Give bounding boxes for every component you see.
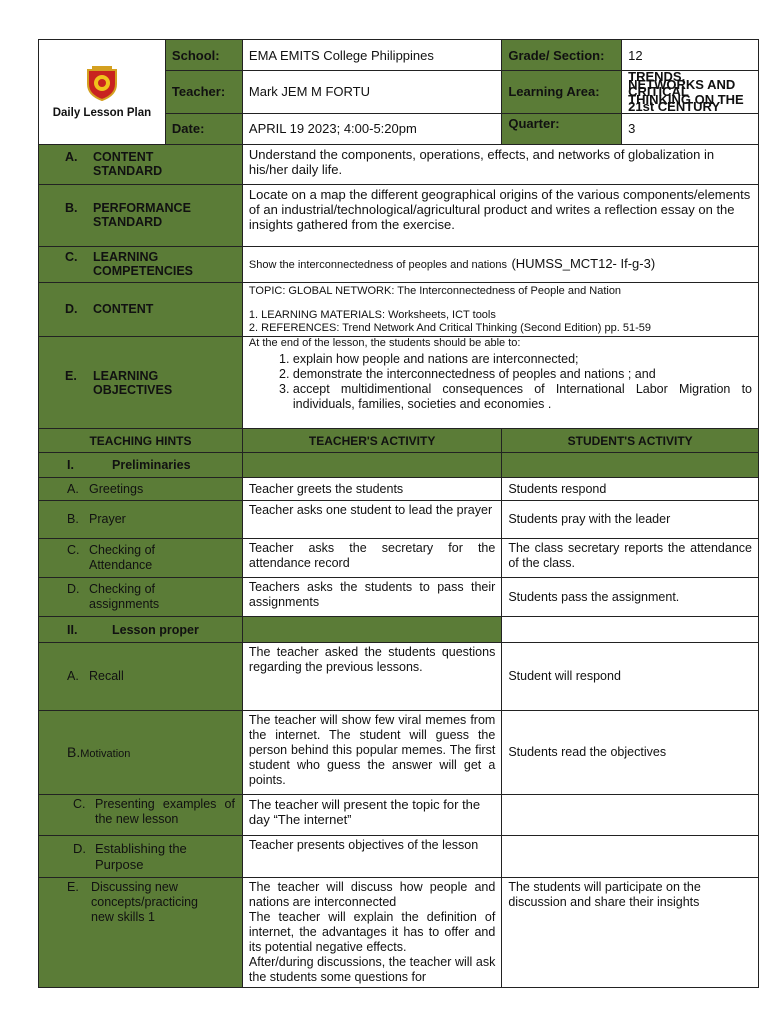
- content-topic: TOPIC: GLOBAL NETWORK: The Interconnectedness of People and Nation: [248, 284, 622, 297]
- content-standard-text: Understand the components, operations, effects, and networks of globalization in his/her daily life.: [242, 144, 758, 184]
- grade-value: 12: [622, 40, 759, 71]
- date-value: APRIL 19 2023; 4:00-5:20pm: [242, 113, 501, 144]
- hint-discussing-concepts: Discussing new concepts/practicing new skills 1: [91, 880, 199, 924]
- preliminaries-label: I. Preliminaries: [39, 453, 243, 478]
- teacher-label: Teacher:: [165, 71, 242, 114]
- grade-label: Grade/ Section:: [502, 40, 622, 71]
- lesson-proper-teacher-cell: [242, 617, 501, 643]
- quarter-label: Quarter:: [502, 113, 622, 144]
- teaching-hints-header: TEACHING HINTS: [39, 429, 243, 453]
- teacher-value: Mark JEM M FORTU: [242, 71, 501, 114]
- lesson-proper-student-cell: [502, 617, 759, 643]
- learning-objectives-label: E. LEARNING OBJECTIVES: [39, 337, 243, 429]
- content-label: D. CONTENT: [39, 282, 243, 337]
- table-row: E. Discussing new concepts/practicing new skills 1 The teacher will discuss how people and nations are interconnected The teacher will explain the definition of internet, the advantages it has to offer and its potential negative effects. After/during discussions, the teacher will ask the students some questions for The students will participate on the discussion and share their insights: [39, 878, 759, 988]
- preliminaries-student-cell: [502, 453, 759, 478]
- school-logo-icon: [82, 64, 122, 102]
- hint-prayer: Prayer: [89, 512, 126, 526]
- hint-recall: Recall: [89, 669, 124, 683]
- table-row: D. Checking of assignments Teachers asks the students to pass their assignments Students pass the assignment.: [39, 578, 759, 617]
- table-row: A. Greetings Teacher greets the students Students respond: [39, 478, 759, 501]
- learning-competencies-label: C. LEARNING COMPETENCIES: [39, 246, 243, 282]
- objectives-list: [249, 352, 752, 412]
- objective-item: 3. accept multidimentional consequences of International Labor Migration to individuals, families, societies and economies .: [293, 382, 752, 412]
- hint-motivation: Motivation: [80, 747, 131, 760]
- lesson-plan-table: [38, 39, 759, 988]
- performance-standard-label: B. PERFORMANCE STANDARD: [39, 184, 243, 246]
- school-label: School:: [165, 40, 242, 71]
- content-materials: 1. LEARNING MATERIALS: Worksheets, ICT tools: [248, 309, 496, 321]
- objective-item: 1. explain how people and nations are interconnected;: [293, 352, 752, 367]
- learning-objectives-cell: [242, 337, 758, 429]
- quarter-value: 3: [622, 113, 759, 144]
- table-row: B. Prayer Teacher asks one student to lead the prayer Students pray with the leader: [39, 501, 759, 539]
- lesson-proper-label: II. Lesson proper: [39, 617, 243, 643]
- table-row: C. Presenting examples of the new lesson The teacher will present the topic for the day “The internet”: [39, 795, 759, 836]
- school-value: EMA EMITS College Philippines: [242, 40, 501, 71]
- content-references: 2. REFERENCES: Trend Network And Critical Thinking (Second Edition) pp. 51-59: [248, 321, 651, 334]
- date-label: Date:: [165, 113, 242, 144]
- hint-presenting-examples: Presenting examples of the new lesson: [95, 797, 235, 826]
- table-row: C. Checking of Attendance Teacher asks the secretary for the attendance record The class secretary reports the attendance of the class.: [39, 539, 759, 578]
- student-activity-header: STUDENT'S ACTIVITY: [502, 429, 759, 453]
- performance-standard-text: Locate on a map the different geographical origins of the various components/elements of an industrial/technological/agricultural product and writes a reflection essay on the insights gathered from the exercise.: [242, 184, 758, 246]
- daily-lesson-plan-label: Daily Lesson Plan: [52, 107, 152, 120]
- preliminaries-teacher-cell: [242, 453, 501, 478]
- objectives-intro: At the end of the lesson, the students should be able to:: [248, 337, 521, 349]
- learning-competencies-text: Show the interconnectedness of peoples and nations: [248, 259, 507, 271]
- table-row: D. Establishing the Purpose Teacher presents objectives of the lesson: [39, 836, 759, 878]
- learning-area-value: TRENDS, NETWORKS AND CRITICAL THINKING ON THE 21st CENTURY: [622, 71, 759, 114]
- learning-competencies-cell: [242, 246, 758, 282]
- table-row: B.Motivation The teacher will show few viral memes from the internet. The student will guess the person behind this popular memes. The first student who guess the answer will get a points. Students read the objectives: [39, 711, 759, 795]
- objective-item: 2. demonstrate the interconnectedness of peoples and nations ; and: [293, 367, 752, 382]
- hint-assignments: Checking of assignments: [89, 582, 160, 611]
- teacher-activity-header: TEACHER'S ACTIVITY: [242, 429, 501, 453]
- logo-cell: [39, 40, 166, 145]
- content-cell: [242, 282, 758, 337]
- content-standard-label: A. CONTENT STANDARD: [39, 144, 243, 184]
- hint-greetings: Greetings: [89, 481, 144, 496]
- competency-code: (HUMSS_MCT12- If-g-3): [511, 256, 656, 271]
- hint-attendance: Checking of Attendance: [89, 543, 156, 572]
- table-row: A. Recall The teacher asked the students questions regarding the previous lessons. Student will respond: [39, 643, 759, 711]
- learning-area-label: Learning Area:: [502, 71, 622, 114]
- hint-establishing-purpose: Establishing the Purpose: [95, 840, 187, 872]
